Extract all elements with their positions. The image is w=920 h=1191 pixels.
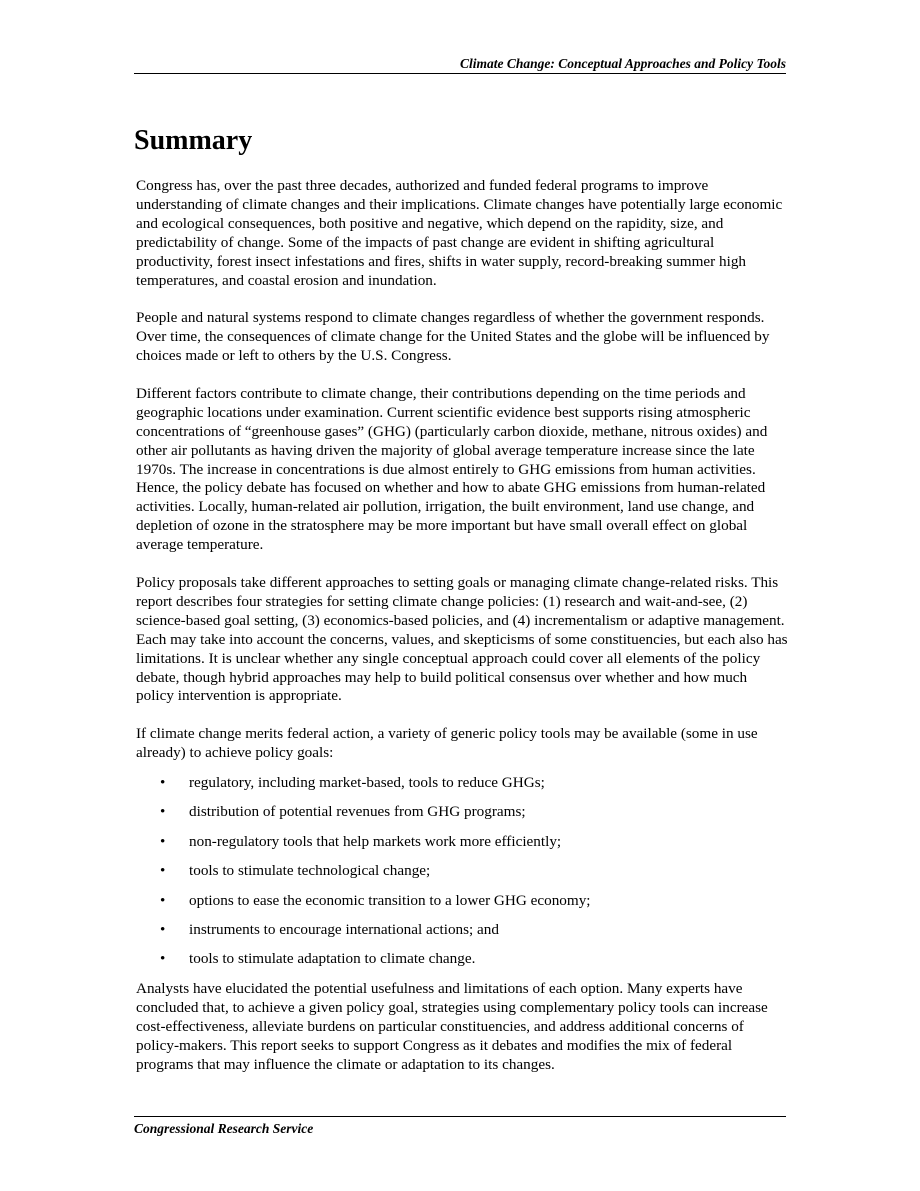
bullet-marker: • bbox=[160, 950, 166, 968]
list-item-text: regulatory, including market-based, tools to reduce GHGs; bbox=[189, 774, 545, 792]
paragraph-natural-systems: People and natural systems respond to climate changes regardless of whether the government responds. Over time, the consequences of climate change for the United States and the globe will be influenced by choices made or left to others by the U.S. Congress. bbox=[136, 309, 770, 365]
footer-rule bbox=[134, 1116, 786, 1117]
list-item-text: distribution of potential revenues from GHG programs; bbox=[189, 803, 526, 821]
bullet-marker: • bbox=[160, 862, 166, 880]
paragraph-congress-programs: Congress has, over the past three decades, authorized and funded federal programs to improve understanding of climate changes and their implications. Climate changes have potentially large economic and ecological consequences, both positive and negative, which depend on the rapidity, size, and predictability of change. Some of the impacts of past change are evident in shifting agricultural productivity, forest insect infestations and fires, shifts in water supply, record-breaking summer high temperatures, and coastal erosion and inundation. bbox=[136, 177, 783, 289]
summary-body bbox=[136, 177, 788, 1093]
list-item bbox=[136, 950, 788, 969]
list-item-text: options to ease the economic transition to a lower GHG economy; bbox=[189, 891, 591, 909]
policy-tools-list bbox=[136, 774, 788, 969]
list-item-text: instruments to encourage international actions; and bbox=[189, 921, 499, 939]
running-footer: Congressional Research Service bbox=[134, 1121, 314, 1136]
bullet-marker: • bbox=[160, 774, 166, 792]
list-item bbox=[136, 921, 788, 940]
list-item bbox=[136, 774, 788, 793]
section-title: Summary bbox=[134, 125, 253, 156]
list-item-text: tools to stimulate technological change; bbox=[189, 862, 431, 880]
list-item bbox=[136, 833, 788, 852]
bullet-marker: • bbox=[160, 803, 166, 821]
list-item-text: non-regulatory tools that help markets work more efficiently; bbox=[189, 832, 562, 850]
bullet-marker: • bbox=[160, 921, 166, 939]
list-item bbox=[136, 862, 788, 881]
bullet-marker: • bbox=[160, 891, 166, 909]
paragraph-policy-proposals: Policy proposals take different approaches to setting goals or managing climate change-related risks. This report describes four strategies for setting climate change policies: (1) research and wait-and-see, (2) science-based goal setting, (3) economics-based policies, and (4) incrementalism or adaptive management. Each may take into account the concerns, values, and skepticisms of some constituencies, but each also has limitations. It is unclear whether any single conceptual approach could cover all elements of the policy debate, though hybrid approaches may help to build political consensus over whether and how much policy intervention is appropriate. bbox=[136, 573, 788, 705]
bullet-marker: • bbox=[160, 832, 166, 850]
list-item-text: tools to stimulate adaptation to climate change. bbox=[189, 950, 476, 968]
paragraph-contributing-factors: Different factors contribute to climate change, their contributions depending on the time periods and geographic locations under examination. Current scientific evidence best supports rising atmospheric concentrations of “greenhouse gases” (GHG) (particularly carbon dioxide, methane, nitrous oxides) and other air pollutants as having driven the majority of global average temperature increase since the late 1970s. The increase in concentrations is due almost entirely to GHG emissions from human activities. Hence, the policy debate has focused on whether and how to abate GHG emissions from human-related activities. Locally, human-related air pollution, irrigation, the built environment, land use change, and depletion of ozone in the stratosphere may be more important but have small overall effect on global average temperature. bbox=[136, 384, 768, 554]
list-item bbox=[136, 892, 788, 911]
paragraph-conclusion: Analysts have elucidated the potential usefulness and limitations of each option. Many experts have concluded that, to achieve a given policy goal, strategies using complementary policy tools can increase cost-effectiveness, alleviate burdens on particular constituencies, and address additional concerns of policy-makers. This report seeks to support Congress as it debates and modifies the mix of federal programs that may influence the climate or adaptation to its changes. bbox=[136, 979, 768, 1073]
header-rule bbox=[134, 73, 786, 74]
paragraph-policy-tools-intro: If climate change merits federal action, a variety of generic policy tools may be available (some in use already) to achieve policy goals: bbox=[136, 725, 758, 762]
list-item bbox=[136, 803, 788, 822]
running-header: Climate Change: Conceptual Approaches and Policy Tools bbox=[459, 56, 786, 71]
